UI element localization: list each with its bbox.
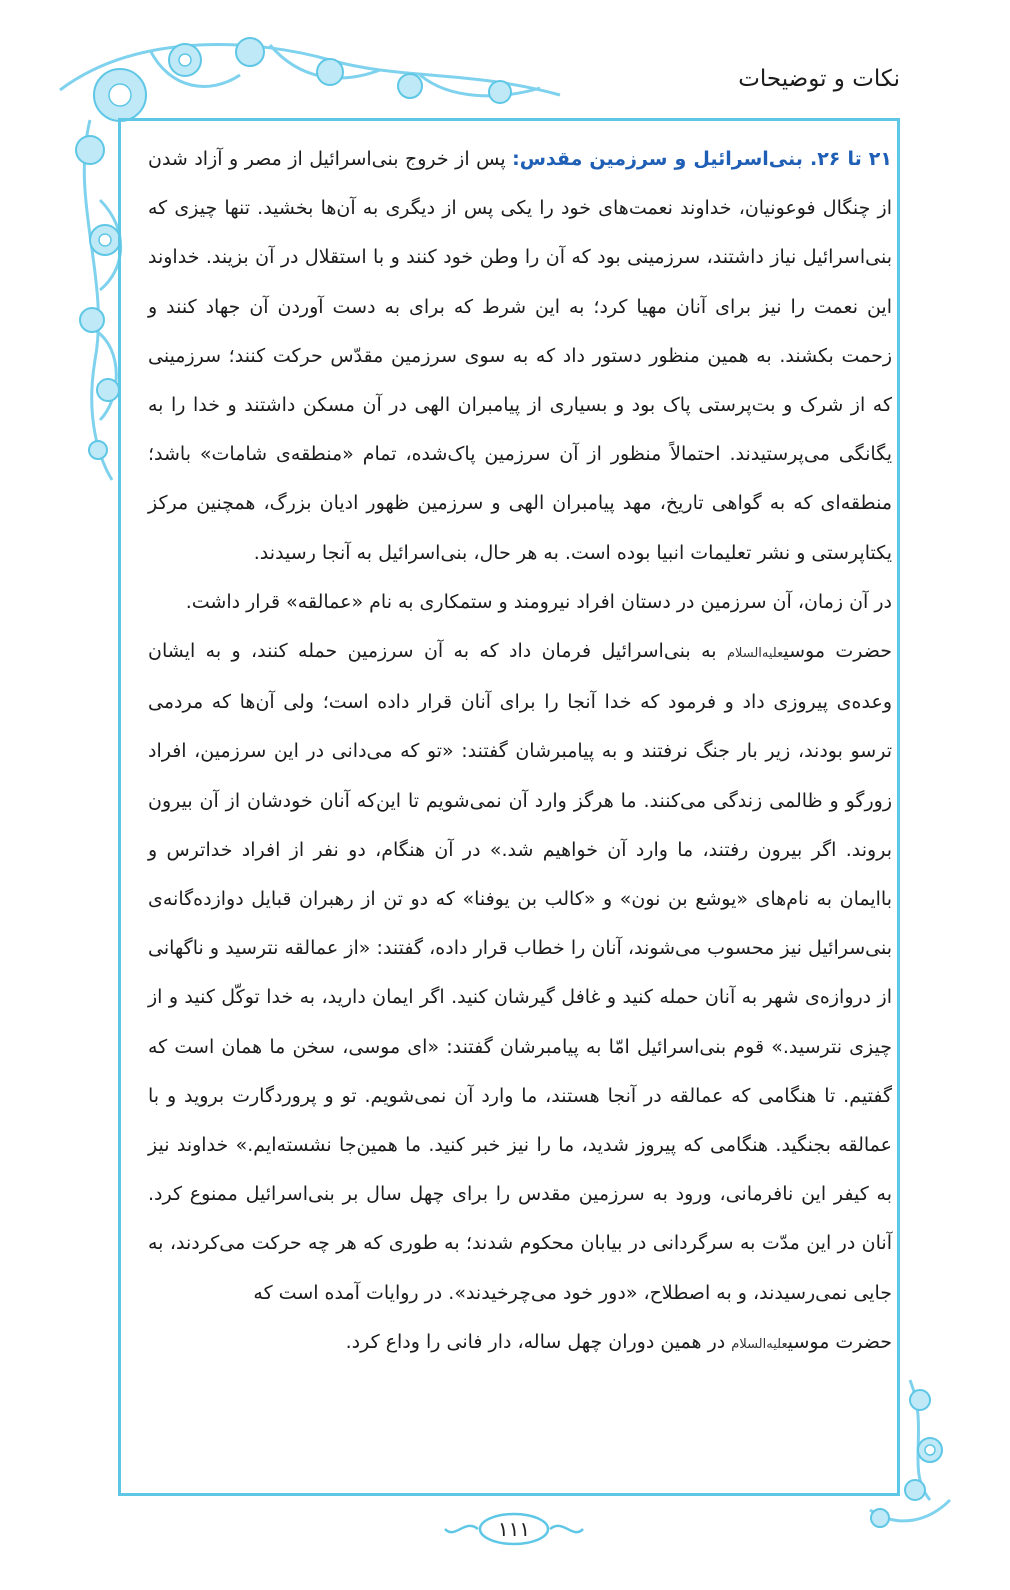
paragraph-closing-prefix: حضرت موسی — [787, 1330, 892, 1353]
paragraph-intro — [148, 135, 892, 578]
honorific-mark-closing: علیه‌السلام — [731, 1336, 788, 1352]
page-number: ۱۱۱ — [497, 1517, 531, 1541]
paragraph-amalekites: در آن زمان، آن سرزمین در دستان افراد نیرومند و ستمکاری به نام «عمالقه» قرار داشت. — [185, 590, 892, 613]
paragraph-story-text: به بنی‌اسرائیل فرمان داد که به آن سرزمین حمله کنند، و به ایشان وعده‌ی پیروزی داد و فرمود که خدا آنجا را برای آنان قرار داده است؛ ولی آن‌ها که مردمی ترسو بودند، زیر بار جنگ نرفتند و به پیامبرشان گفتند: «تو که می‌دانی در این سرزمین، افراد زورگو و ظالمی زندگی می‌کنند. ما هرگز وارد آن نمی‌شویم تا این‌که آنان خودشان از آن بیرون بروند. اگر بیرون رفتند، ما وارد آن خواهیم شد.» در آن هنگام، دو نفر از افراد خداترس و باایمان به نام‌های «یوشع بن نون» و «کالب بن یوفنا» که دو تن از رهبران قبایل دوازده‌گانه‌ی بنی‌سرائیل نیز محسوب می‌شوند، آنان را خطاب قرار داده، گفتند: «از عمالقه نترسید و ناگهانی از دروازه‌ی شهر به آنان حمله کنید و غافل گیرشان کنید. اگر ایمان دارید، به خدا توکّل کنید و از چیزی نترسید.» قوم بنی‌اسرائیل امّا به پیامبرشان گفتند: «ای موسی، سخن ما همان است که گفتیم. تا هنگامی که عمالقه در آنجا هستند، ما وارد آن نمی‌شویم. تو و پروردگارت بروید و با عمالقه بجنگید. هنگامی که پیروز شدید، ما را نیز خبر کنید. ما همین‌جا نشسته‌ایم.» خداوند نیز به کیفر این نافرمانی، ورود به سرزمین مقدس را برای چهل سال بر بنی‌اسرائیل ممنوع کرد. آنان در این مدّت به سرگردانی در بیابان محکوم شدند؛ به طوری که هر چه حرکت می‌کردند، به جایی نمی‌رسیدند، و به اصطلاح، «دور خود می‌چرخیدند». در روایات آمده است که — [148, 640, 892, 1304]
page-header-title: نکات و توضیحات — [738, 66, 900, 92]
paragraph-closing — [148, 1318, 892, 1369]
body-text — [148, 135, 892, 1369]
paragraph-story — [148, 627, 892, 1318]
paragraph-closing-text: در همین دوران چهل ساله، دار فانی را وداع کرد. — [345, 1330, 732, 1353]
section-lead: ۲۱ تا ۲۶. بنی‌اسرائیل و سرزمین مقدس: — [512, 148, 892, 170]
paragraph-intro-text: پس از خروج بنی‌اسرائیل از مصر و آزاد شدن از چنگال فوعونیان، خداوند نعمت‌های خود را یکی پس از دیگری به آن‌ها بخشید. تنها چیزی که بنی‌اسرائیل نیاز داشتند، سرزمینی بود که آن را وطن خود کنند و با استقلال در آن بزیند. خداوند این نعمت را نیز برای آنان مهیا کرد؛ به این شرط که برای به دست آوردن آن جهاد کنند و زحمت بکشند. به همین منظور دستور داد که به سوی سرزمین مقدّس حرکت کنند؛ سرزمینی که از شرک و بت‌پرستی پاک بود و بسیاری از پیامبران الهی در آن مسکن داشتند و خدا را به یگانگی می‌پرستیدند. احتمالاً منظور از آن سرزمین پاک‌شده، تمام «منطقه‌ی شامات» باشد؛ منطقه‌ای که به گواهی تاریخ، مهد پیامبران الهی و سرزمین ظهور ادیان بزرگ، همچنین مرکز یکتاپرستی و نشر تعلیمات انبیا بوده است. به هر حال، بنی‌اسرائیل به آنجا رسیدند. — [148, 148, 892, 564]
honorific-mark: علیه‌السلام — [726, 646, 784, 662]
paragraph-story-prefix: حضرت موسی — [783, 640, 893, 663]
